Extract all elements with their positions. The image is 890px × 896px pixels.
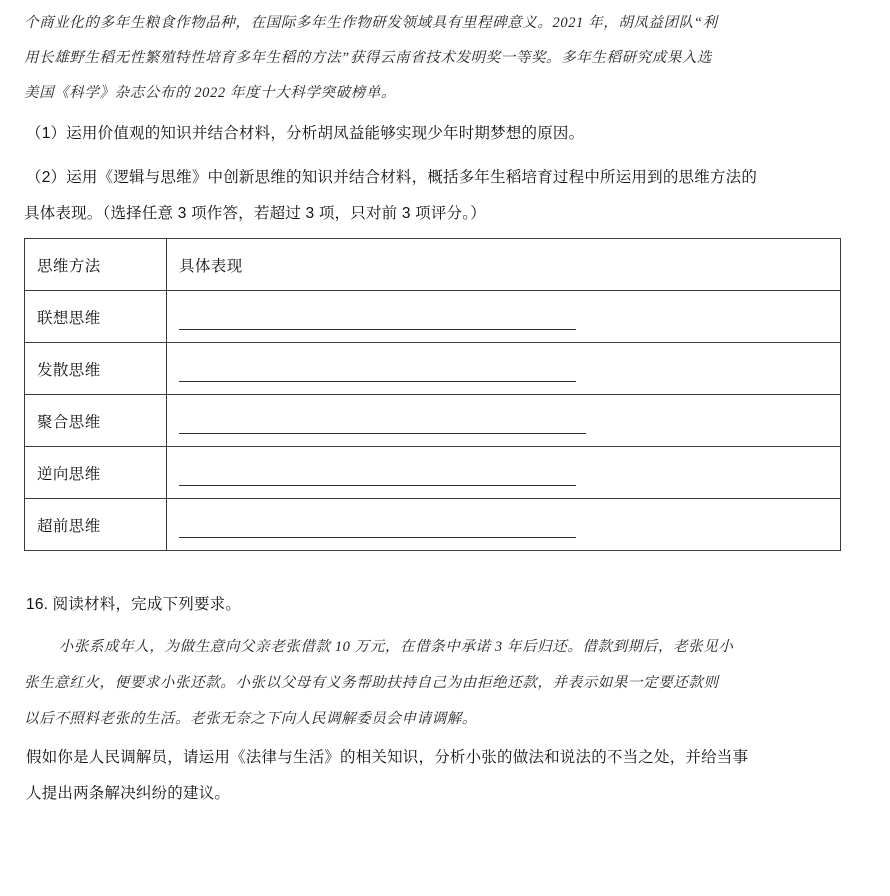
question-2-line-1: （2）运用《逻辑与思维》中创新思维的知识并结合材料，概括多年生稻培育过程中所运用到的思维方法的 [26, 169, 758, 186]
question-16-prompt [26, 740, 868, 812]
row-label-nixiang: 逆向思维 [25, 447, 167, 499]
question-16-material [24, 630, 866, 738]
row-label-lianxiang: 联想思维 [25, 291, 167, 343]
answer-cell-lianxiang[interactable] [167, 291, 841, 343]
table-row [25, 447, 841, 499]
material-line-3: 以后不照料老张的生活。老张无奈之下向人民调解委员会申请调解。 [24, 711, 477, 727]
table-header-detail: 具体表现 [167, 239, 841, 291]
top-passage [24, 6, 864, 111]
answer-cell-chaoqian[interactable] [167, 499, 841, 551]
row-label-fasan: 发散思维 [25, 343, 167, 395]
question-16-prompt-line-1: 假如你是人民调解员，请运用《法律与生活》的相关知识，分析小张的做法和说法的不当之处，并给当事 [26, 749, 749, 766]
answer-cell-nixiang[interactable] [167, 447, 841, 499]
table-header-method: 思维方法 [25, 239, 167, 291]
material-line-1: 小张系成年人，为做生意向父亲老张借款 10 万元，在借条中承诺 3 年后归还。借款到期后，老张见小 [58, 639, 734, 655]
question-1 [26, 116, 866, 152]
question-2-line-2: 具体表现。（选择任意 3 项作答，若超过 3 项，只对前 3 项评分。） [24, 205, 486, 222]
answer-rule-line [179, 485, 576, 486]
answer-cell-fasan[interactable] [167, 343, 841, 395]
question-16-stem [26, 590, 866, 620]
row-label-chaoqian: 超前思维 [25, 499, 167, 551]
table-row [25, 343, 841, 395]
row-label-juhe: 聚合思维 [25, 395, 167, 447]
answer-rule-line [179, 537, 576, 538]
answer-rule-line [179, 433, 586, 434]
answer-cell-juhe[interactable] [167, 395, 841, 447]
question-16-prompt-line-2: 人提出两条解决纠纷的建议。 [26, 785, 231, 802]
table-row [25, 499, 841, 551]
table-row [25, 291, 841, 343]
answer-rule-line [179, 381, 576, 382]
table-row [25, 395, 841, 447]
top-passage-line-1: 个商业化的多年生粮食作物品种，在国际多年生作物研发领域具有里程碑意义。2021 年，胡凤益团队“利 [24, 15, 718, 31]
material-line-2: 张生意红火，便要求小张还款。小张以父母有义务帮助扶持自己为由拒绝还款，并表示如果一定要还款则 [24, 675, 719, 691]
answer-rule-line [179, 329, 576, 330]
top-passage-line-2: 用长雄野生稻无性繁殖特性培育多年生稻的方法”获得云南省技术发明奖一等奖。多年生稻研究成果入选 [24, 50, 713, 66]
top-passage-line-3: 美国《科学》杂志公布的 2022 年度十大科学突破榜单。 [24, 85, 397, 101]
table-header-row [25, 239, 841, 291]
question-1-text: （1）运用价值观的知识并结合材料，分析胡凤益能够实现少年时期梦想的原因。 [26, 125, 585, 142]
question-16-number-and-stem: 16. 阅读材料，完成下列要求。 [26, 596, 242, 613]
question-2 [26, 160, 868, 232]
thinking-methods-table [24, 238, 841, 551]
